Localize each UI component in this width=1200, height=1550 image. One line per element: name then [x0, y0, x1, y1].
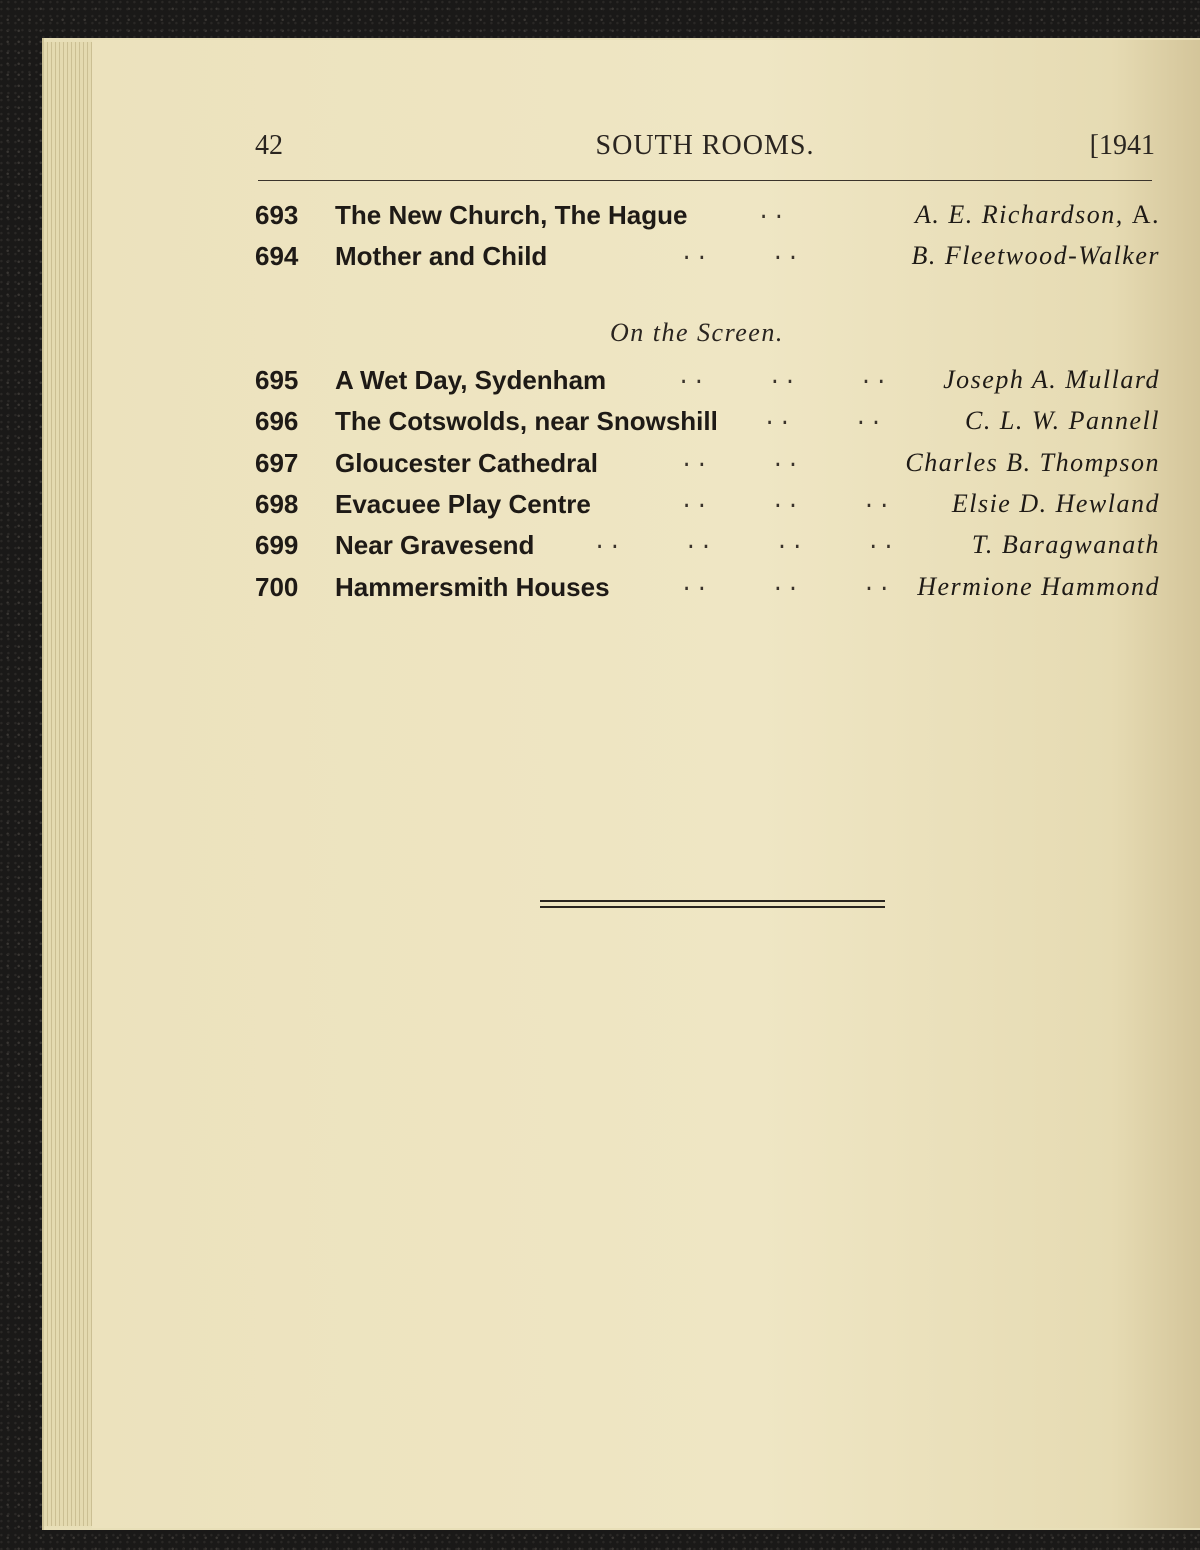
- entry-artist: Joseph A. Mullard: [943, 365, 1160, 394]
- entry-title: The Cotswolds, near Snowshill: [335, 406, 718, 436]
- end-rule: [540, 900, 885, 908]
- catalogue-entry: [255, 365, 1160, 405]
- entry-artist: Elsie D. Hewland: [951, 489, 1160, 518]
- page-header: [255, 130, 1155, 170]
- leader-dots: .. .. ..: [677, 365, 890, 390]
- entry-number: 694: [255, 241, 299, 271]
- leader-dots: ..: [757, 200, 788, 225]
- entry-title: A Wet Day, Sydenham: [335, 365, 607, 395]
- entry-number: 698: [255, 489, 299, 519]
- catalogue-entry: [255, 406, 1160, 446]
- catalogue-entry: [255, 241, 1160, 281]
- entry-number: 697: [255, 448, 299, 478]
- entry-number: 700: [255, 572, 299, 602]
- entry-number: 695: [255, 365, 299, 395]
- catalogue-entry: [255, 448, 1160, 488]
- entry-number: 693: [255, 200, 299, 230]
- page-number: 42: [255, 130, 283, 161]
- year-label: [1941: [1089, 130, 1155, 161]
- entry-artist: C. L. W. Pannell: [965, 406, 1160, 435]
- leader-dots: .. .. ..: [680, 489, 893, 514]
- entry-title: The New Church, The Hague: [335, 200, 688, 230]
- page-edges: [44, 42, 96, 1526]
- entry-artist: B. Fleetwood-Walker: [911, 241, 1160, 270]
- entry-artist: Charles B. Thompson: [905, 448, 1160, 477]
- entry-artist: T. Baragwanath: [971, 530, 1160, 559]
- catalogue-entry: [255, 572, 1160, 612]
- entry-artist: A. E. Richardson, A.: [915, 200, 1160, 229]
- section-heading: On the Screen.: [610, 318, 784, 347]
- header-rule: [258, 180, 1152, 181]
- catalogue-entry: [255, 489, 1160, 529]
- entry-title: Evacuee Play Centre: [335, 489, 591, 519]
- entry-title: Hammersmith Houses: [335, 572, 610, 602]
- entry-title: Mother and Child: [335, 241, 548, 271]
- entry-number: 696: [255, 406, 299, 436]
- entry-title: Near Gravesend: [335, 530, 535, 560]
- catalogue-entry: [255, 200, 1160, 240]
- leader-dots: .. ..: [680, 448, 802, 473]
- entry-title: Gloucester Cathedral: [335, 448, 598, 478]
- page-title: SOUTH ROOMS.: [595, 130, 815, 161]
- leader-dots: .. .. .. ..: [593, 530, 898, 555]
- leader-dots: .. ..: [763, 406, 885, 431]
- entry-number: 699: [255, 530, 299, 560]
- leader-dots: .. ..: [680, 241, 802, 266]
- leader-dots: .. .. ..: [680, 572, 893, 597]
- entry-artist: Hermione Hammond: [917, 572, 1160, 601]
- catalogue-entry: [255, 530, 1160, 570]
